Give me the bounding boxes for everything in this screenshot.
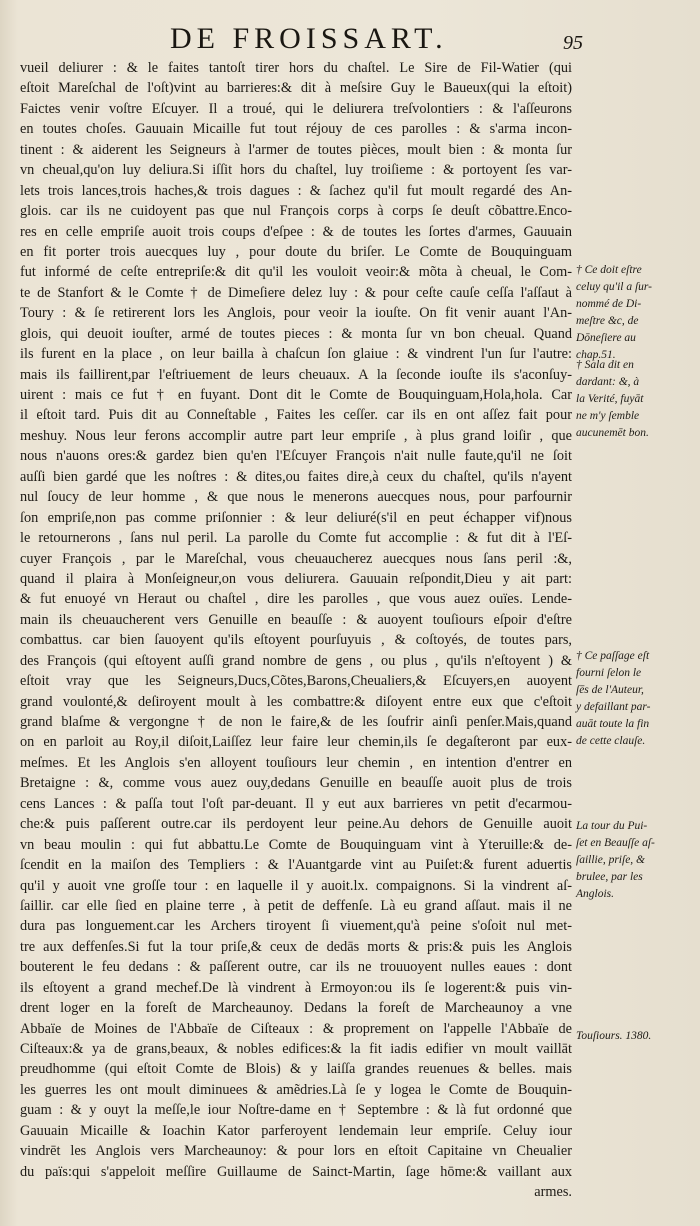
text-line: auſſi bien gardé que les noſtres : & dites,ou faites dire,à ceux du chaſtel, qu'ils n'ayent: [20, 468, 572, 485]
text-line: combattus. car bien ſauoyent qu'ils eſtoyent pourſuyuis , & coſtoyés, de toutes pars,: [20, 632, 572, 649]
text-line: ils furent en la place , on leur bailla à chaſcun ſon glaiue : & vindrent l'un ſur l'autre:: [20, 346, 572, 363]
text-line: ſaillir. car elle ſied en plaine terre , à petit de deffenſe. Là eu grand aſſaut. mais il ne: [20, 897, 572, 914]
text-line: che:& puis paſſerent outre.car ils perdoyent leur peine.Au dehors de Genuille auoit: [20, 816, 572, 833]
text-line: nous n'auons ores:& gardez bien qu'en l'Eſcuyer François n'ait nulle faute,qu'il ne ſoit: [20, 448, 572, 465]
text-line: res en celle empriſe auoit trois coups d'eſpee : & de toutes les ſortes d'armes, Gauuain: [20, 223, 572, 240]
text-line: preudhomme (qui eſtoit Comte de Blois) & y laiſſa grandes reuenues & belles. mais: [20, 1061, 572, 1078]
text-line: meshuy. Nous leur ferons accomplir autre part leur empriſe , à plus grand loiſir , que: [20, 427, 572, 444]
text-line: on en parloit au Roy,il diſoit,Laiſſez leur faire leur chemin,ils ſe degaſteront par eux-: [20, 734, 572, 751]
text-line: le retournerons , ſans nul peril. La parolle du Comte fut accomplie : & fut dit à l'Eſ-: [20, 530, 572, 547]
text-line: bouterent le feu dedans : & paſſerent outre, car ils ne trouuoyent nulles eaues : dont: [20, 959, 572, 976]
text-line: armes.: [534, 1184, 572, 1201]
margin-note: [576, 818, 694, 903]
margin-note-line: Dōneſiere au: [576, 332, 636, 344]
margin-note-line: † Sala dit en: [576, 359, 634, 371]
text-line: du païs:qui s'appeloit meſſire Guillaume de Sainct-Martin, ſage hōme:& vaillant aux: [20, 1163, 572, 1180]
text-line: Abbaïe de Moines de l'Abbaïe de Ciſteaux : & proprement on l'appelle l'Abbaïe de: [20, 1020, 572, 1037]
text-line: Gauuain Micaille & Ioachin Kator parferoyent lendemain leur empriſe. Celuy iour: [20, 1122, 572, 1139]
margin-note-line: ſēs de l'Auteur,: [576, 684, 644, 696]
text-line: qu'il y auoit vne groſſe tour : en laquelle il y auoit.lx. compaignons. Si la vindrent aſ-: [20, 877, 572, 894]
margin-note-line: Anglois.: [576, 888, 615, 900]
margin-note-line: dardant: &, à: [576, 376, 640, 388]
text-line: glois, qui deuoit iouſter, armé de toutes pieces : & monta ſur vn bon cheual. Quand: [20, 325, 572, 342]
margin-note: [576, 357, 694, 442]
text-line: meſmes. Et les Anglois s'en alloyent touſiours leur chemin , en intention d'entrer en: [20, 754, 572, 771]
margin-note-line: auāt toute la fin: [576, 718, 650, 730]
margin-note-line: ne m'y ſemble: [576, 410, 640, 422]
text-line: nul ſoucy de leur homme , & que nous le menerons auecques nous, pour parfournir: [20, 489, 572, 506]
margin-note-line: de cette clauſe.: [576, 735, 646, 747]
margin-note-line: y defaillant par-: [576, 701, 651, 713]
margin-note-line: la Verité, fuyāt: [576, 393, 644, 405]
running-title: DE FROISSART.: [170, 22, 448, 55]
text-line: tre aux deffenſes.Si fut la tour priſe,& ceux de dedās morts & pris:& puis les Anglois: [20, 938, 572, 955]
text-line: vn cheual,qu'on luy deliura.Si iſſit hors du chaſtel, luy troiſieme : & portoyent ſes var-: [20, 162, 572, 179]
margin-note-line: † Ce paſſage eſt: [576, 650, 650, 662]
text-line: mais ils faillirent,par l'eſtriuement de leurs cheuaux. A la ſeconde iouſte ils s'aconſuy-: [20, 366, 572, 383]
text-line: guam : & y ouyt la meſſe,le iour Noſtre-dame en † Septembre : & là fut ordonné que: [20, 1102, 572, 1119]
margin-note-line: meſtre &c, de: [576, 315, 639, 327]
margin-note-line: La tour du Pui-: [576, 820, 648, 832]
text-line: lets trois lances,trois haches,& trois dagues : & ſachez qu'il fut moult regardé des An-: [20, 182, 572, 199]
margin-note-line: fourni ſelon le: [576, 667, 642, 679]
text-line: en fit porter trois auecques luy , pour doute du briſer. Le Comte de Bouquinguam: [20, 243, 572, 260]
margin-note-line: chap.51.: [576, 349, 616, 361]
margin-note-line: celuy qu'il a ſur-: [576, 281, 653, 293]
text-line: vn beau moulin : qui fut abbattu.Le Comte de Bouquinguam vint à Yteruille:& de-: [20, 836, 572, 853]
margin-note-line: ſaillie, priſe, &: [576, 854, 645, 866]
text-line: ſon empriſe,non pas comme priſonnier : & leur deliuré(s'il en peut échapper vif)nous: [20, 509, 572, 526]
text-line: il eſtoit tard. Puis dit au Conneſtable , Faites les ceſſer. car ils en ont aſſez fait pour: [20, 407, 572, 424]
text-line: en toutes choſes. Gauuain Micaille fut tout réjouy de ces parolles : & s'arma incon-: [20, 121, 572, 138]
text-line: drent loger en la foreſt de Marcheaunoy. Dedans la foreſt de Marcheaunoy a vne: [20, 1000, 572, 1017]
text-line: des François (qui eſtoyent auſſi grand nombre de gens , ou plus , qu'ils n'eſtoyent ) &: [20, 652, 572, 669]
text-line: tinent : & aiderent les Seigneurs à l'armer de toutes pièces, moult bien : & monta ſur: [20, 141, 572, 158]
text-line: eſtoit vray que les Seigneurs,Ducs,Cõtes,Barons,Cheualiers,& Eſcuyers,en auoyent: [20, 673, 572, 690]
text-line: cens Lances : & paſſa tout l'oſt par-deuant. Il y eut aux barrieres vn petit d'ecarmou-: [20, 795, 572, 812]
text-line: dura pas longuement.car les Archers tiroyent ſi viuement,qu'à peine s'oſoit nul met-: [20, 918, 572, 935]
main-text-column: [20, 58, 572, 1203]
text-line: grand voulonté,& deſiroyent moult à les combattre:& diſoyent entre eux que c'eſtoit: [20, 693, 572, 710]
text-line: cuyer François , par le Mareſchal, vous cheuaucherez auecques nous ſans peril :&,: [20, 550, 572, 567]
page-number: 95: [563, 32, 583, 54]
margin-note-line: Touſiours. 1380.: [576, 1030, 652, 1042]
margin-note-line: nommé de Di-: [576, 298, 642, 310]
margin-note-line: ſet en Beauſſe aſ-: [576, 837, 655, 849]
margin-note: [576, 262, 694, 364]
text-line: & fut enuoyé vn Heraut ou chaſtel , dire les parolles , que vous auez ouïes. Lende-: [20, 591, 572, 608]
text-line: glois. car ils ne cuidoyent pas que nul François corps à corps ſe deuſt cõbattre.Enco-: [20, 203, 572, 220]
text-line: les guerres les ont moult diminuees & amẽdries.Là ſe y logea le Comte de Bouquin-: [20, 1081, 572, 1098]
margin-note: [576, 648, 694, 750]
text-line: ſcendit en la maiſon des Templiers : & l'Auantgarde vint au Puiſet:& furent aduertis: [20, 857, 572, 874]
margin-note-line: brulee, par les: [576, 871, 643, 883]
text-line: vindrēt les Anglois vers Marcheaunoy: & pour lors en eſtoit Capitaine vn Cheualier: [20, 1143, 572, 1160]
margin-note-line: aucunemēt bon.: [576, 427, 649, 439]
text-line: vueil deliurer : & le faites tantoſt tirer hors du chaſtel. Le Sire de Fil-Watier (qui: [20, 60, 572, 76]
margin-note: [576, 1028, 694, 1045]
text-line: eſtoit Mareſchal de l'oſt)vint au barrieres:& dit à meſsire Guy le Baueux(qui la eſtoit): [20, 80, 572, 97]
text-line: te de Stanfort & le Comte † de Dimeſiere delez luy : & pour ceſte cauſe ceſſa l'aſſaut à: [20, 284, 572, 301]
margin-note-line: † Ce doit eſtre: [576, 264, 642, 276]
text-line: Ciſteaux:& ya de grans,beaux, & nobles edifices:& la fit iadis edifier vn moult vaillāt: [20, 1041, 572, 1057]
text-line: fut informé de ceſte entrepriſe:& dit qu'il les vouloit veoir:& mõta à cheual, le Com-: [20, 264, 572, 281]
text-line: Faictes venir voſtre Eſcuyer. Il a troué, qui le deliurera treſvolontiers : & l'aſſeurons: [20, 100, 572, 117]
text-line: grand blaſme & vergongne † de non le faire,& de les ſoufrir ainſi penſer.Mais,quand: [20, 714, 572, 730]
text-line: Toury : & ſe retirerent lors les Anglois, pour veoir la iouſte. On fit venir auant l'An-: [20, 305, 572, 322]
text-line: ils eſtoyent a grand mechef.De là vindrent à Ermoyon:ou ils ſe logerent:& puis vin-: [20, 979, 572, 996]
text-line: Bretaigne : &, comme vous auez ouy,dedans Genuille en beauſſe auoit plus de trois: [20, 775, 572, 792]
text-line: uirent : mais ce fut † en fuyant. Dont dit le Comte de Bouquinguam,Hola,hola. Car: [20, 387, 572, 403]
text-line: main ils cheuaucherent vers Genuille en beauſſe : & auoyent touſiours eſpoir d'eſtre: [20, 611, 572, 628]
text-line: quand il plaira à Monſeigneur,on vous deliurera. Gauuain reſpondit,Dieu y ait part:: [20, 570, 572, 587]
